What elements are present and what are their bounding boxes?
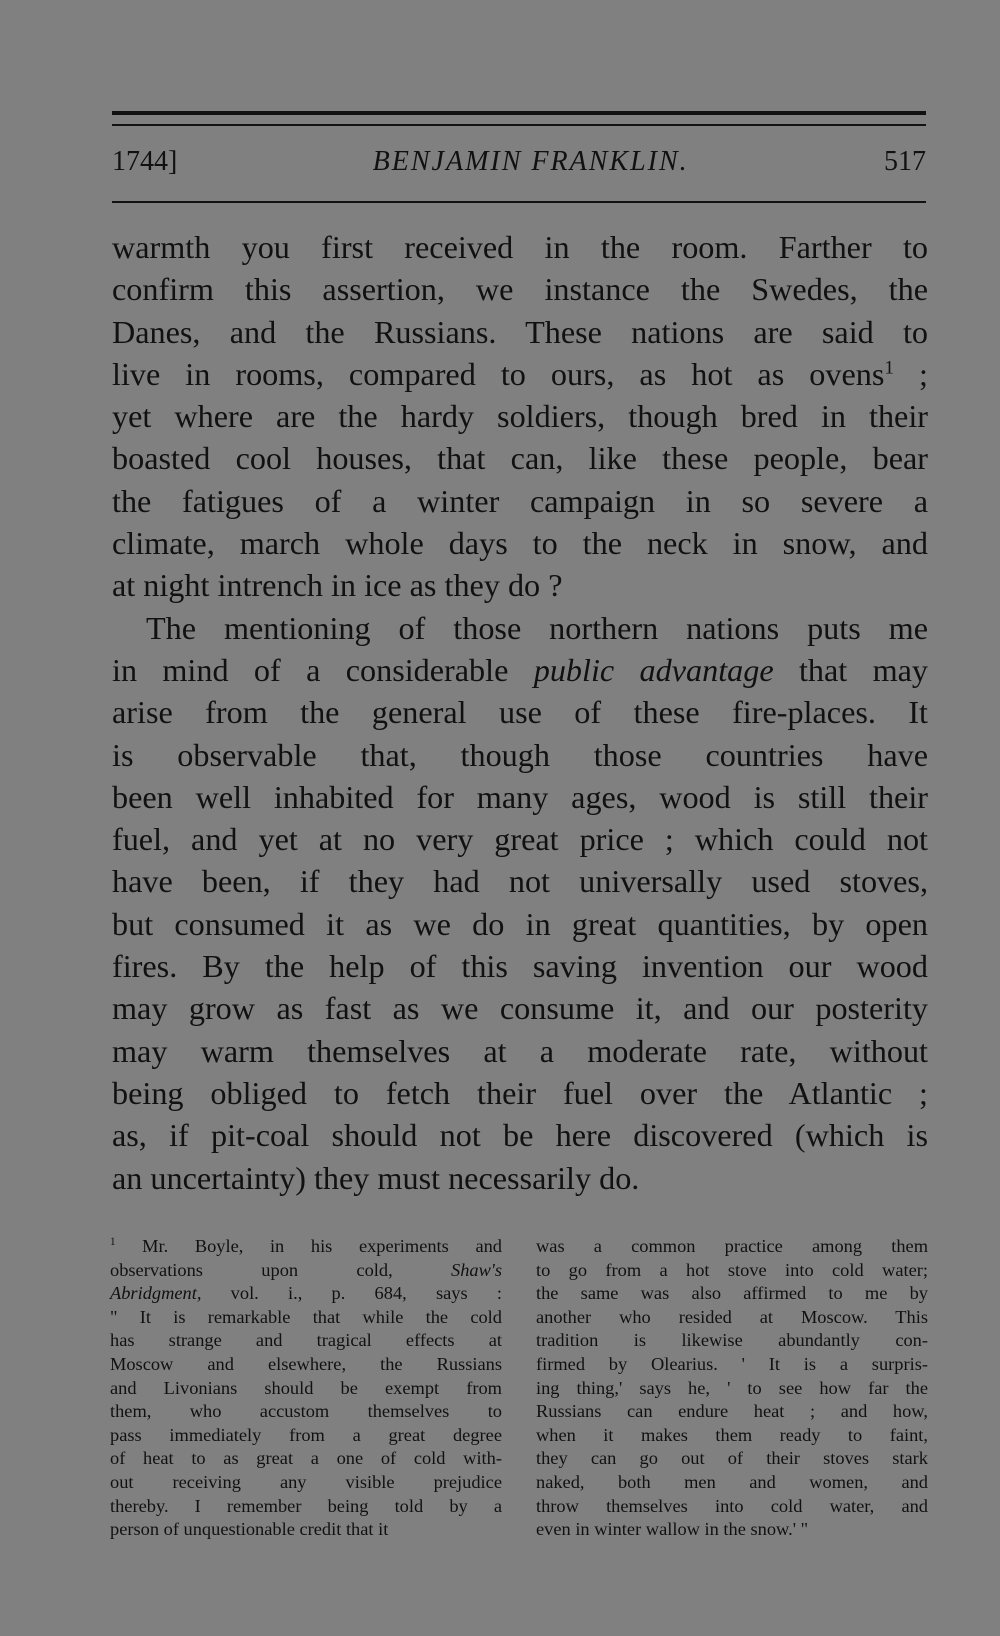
italic-title: Abridgment, bbox=[110, 1283, 202, 1304]
footnote-line: was a common practice among them bbox=[536, 1236, 928, 1256]
body-line-text: in mind of a considerable bbox=[112, 651, 509, 688]
body-line bbox=[112, 649, 928, 691]
header-year: 1744] bbox=[112, 146, 178, 177]
footnote-line: Moscow and elsewhere, the Russians bbox=[110, 1353, 502, 1374]
body-line: as, if pit-coal should not be here discovered (which is bbox=[112, 1117, 928, 1154]
footnote-line: the same was also affirmed to me by bbox=[536, 1283, 928, 1304]
body-line: may grow as fast as we consume it, and our posterity bbox=[112, 990, 928, 1027]
footnote-line: Russians can endure heat ; and how, bbox=[536, 1401, 928, 1422]
body-line-text: live in rooms, compared to ours, as hot as ovens bbox=[112, 355, 885, 392]
body-line-text: ; bbox=[894, 355, 928, 392]
footnote-line: has strange and tragical effects at bbox=[110, 1330, 502, 1351]
footnote-line bbox=[110, 1259, 502, 1283]
body-line: fuel, and yet at no very great price ; which could not bbox=[112, 821, 928, 858]
footnote-line: they can go out of their stoves stark bbox=[536, 1448, 928, 1469]
footnote-line: pass immediately from a great degree bbox=[110, 1424, 502, 1445]
footnote-line bbox=[110, 1235, 502, 1259]
running-header bbox=[112, 146, 926, 186]
body-line: warmth you first received in the room. Farther to bbox=[112, 229, 928, 265]
footnote-line-text: Mr. Boyle, in his experiments and bbox=[142, 1236, 502, 1256]
body-line: yet where are the hardy soldiers, though bred in their bbox=[112, 398, 928, 435]
footnote-line: another who resided at Moscow. This bbox=[536, 1306, 928, 1327]
header-rule-bottom bbox=[112, 201, 926, 203]
body-line: may warm themselves at a moderate rate, without bbox=[112, 1032, 928, 1069]
body-line: Danes, and the Russians. These nations are said to bbox=[112, 313, 928, 350]
body-line: arise from the general use of these fire-places. It bbox=[112, 694, 928, 731]
body-line: fires. By the help of this saving invention our wood bbox=[112, 948, 928, 985]
body-line: climate, march whole days to the neck in snow, and bbox=[112, 525, 928, 562]
footnote-line: of heat to as great a one of cold with- bbox=[110, 1448, 502, 1469]
body-line: The mentioning of those northern nations puts me bbox=[146, 609, 928, 646]
header-title: BENJAMIN FRANKLIN. bbox=[372, 146, 689, 177]
header-rule-second bbox=[112, 124, 926, 126]
footnote-line: firmed by Olearius. ' It is a surpris- bbox=[536, 1353, 928, 1374]
footnote-line: naked, both men and women, and bbox=[536, 1471, 928, 1492]
footnote-line-text: observations upon cold, bbox=[110, 1259, 393, 1280]
footnote-line: person of unquestionable credit that it bbox=[110, 1519, 389, 1540]
page-number: 517 bbox=[884, 146, 926, 177]
body-line: boasted cool houses, that can, like these people, bear bbox=[112, 440, 928, 477]
body-line-text: that may bbox=[798, 651, 929, 688]
body-line: the fatigues of a winter campaign in so severe a bbox=[112, 482, 928, 519]
italic-phrase: public advantage bbox=[533, 651, 774, 688]
footnote-line: and Livonians should be exempt from bbox=[110, 1377, 502, 1398]
footnote-column-left bbox=[110, 1235, 502, 1542]
body-text bbox=[112, 226, 928, 1199]
body-line: been well inhabited for many ages, wood is still their bbox=[112, 778, 928, 815]
footnote-line: when it makes them ready to faint, bbox=[536, 1424, 928, 1445]
footnote-column-right bbox=[536, 1235, 928, 1542]
footnote-line: throw themselves into cold water, and bbox=[536, 1495, 928, 1516]
footnote-marker: 1 bbox=[110, 1235, 116, 1248]
body-line: being obliged to fetch their fuel over the Atlantic ; bbox=[112, 1074, 928, 1111]
footnotes bbox=[110, 1235, 928, 1542]
footnote-reference: 1 bbox=[884, 357, 895, 379]
body-line: have been, if they had not universally used stoves, bbox=[112, 863, 928, 900]
footnote-line bbox=[110, 1282, 502, 1306]
footnote-line: to go from a hot stove into cold water; bbox=[536, 1259, 928, 1280]
footnote-line: even in winter wallow in the snow.' " bbox=[536, 1519, 809, 1540]
footnote-line: ing thing,' says he, ' to see how far the bbox=[536, 1377, 928, 1398]
footnote-line: tradition is likewise abundantly con- bbox=[536, 1330, 928, 1351]
body-line: is observable that, though those countries have bbox=[112, 736, 928, 773]
body-line: confirm this assertion, we instance the Swedes, the bbox=[112, 271, 928, 308]
footnote-line: out receiving any visible prejudice bbox=[110, 1471, 502, 1492]
footnote-line: " It is remarkable that while the cold bbox=[110, 1306, 502, 1327]
footnote-line: them, who accustom themselves to bbox=[110, 1401, 502, 1422]
footnote-line-text: vol. i., p. 684, says : bbox=[230, 1283, 502, 1304]
body-line: but consumed it as we do in great quantities, by open bbox=[112, 905, 928, 942]
italic-title: Shaw's bbox=[451, 1259, 502, 1280]
body-line: at night intrench in ice as they do ? bbox=[112, 567, 563, 604]
footnote-line: thereby. I remember being told by a bbox=[110, 1495, 502, 1516]
body-line bbox=[112, 353, 928, 395]
body-line: an uncertainty) they must necessarily do. bbox=[112, 1159, 640, 1196]
header-rule-top bbox=[112, 111, 926, 115]
